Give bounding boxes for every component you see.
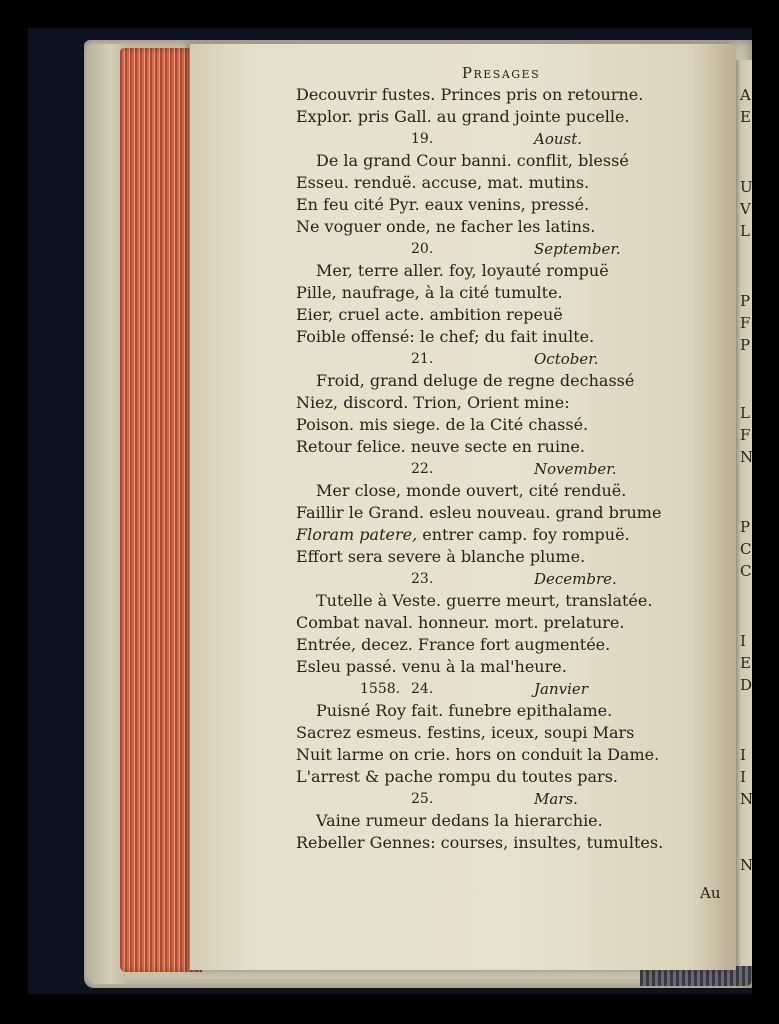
verse-line: Foible offensé: le chef; du fait inulte. (296, 327, 595, 346)
quatrain-number: 20. (411, 241, 434, 257)
facing-page-letter: E (740, 108, 751, 126)
verse-line: Retour felice. neuve secte en ruine. (296, 437, 585, 456)
facing-page-letter: I (740, 746, 746, 764)
verse-line: Sacrez esmeus. festins, iceux, soupi Mars (296, 723, 635, 742)
facing-page-letter: F (740, 314, 751, 332)
verse-line: Explor. pris Gall. au grand jointe pucelle. (296, 107, 630, 126)
verse-line: Eier, cruel acte. ambition repeuë (296, 305, 563, 324)
verse-line: Nuit larme on crie. hors on conduit la Dame. (296, 745, 660, 764)
verse-line: Mer close, monde ouvert, cité renduë. (316, 481, 627, 500)
year-label: 1558. (360, 681, 401, 697)
verse-line: Esseu. renduë. accuse, mat. mutins. (296, 173, 590, 192)
verse-line: Froid, grand deluge de regne dechassé (316, 371, 635, 390)
quatrain-heading (296, 238, 706, 260)
facing-page-letter: E (740, 654, 751, 672)
facing-page-letter: N (740, 448, 754, 466)
month-label: Decembre. (534, 570, 617, 588)
quatrain-heading (296, 788, 706, 810)
month-label: September. (534, 240, 621, 258)
facing-page-letter: N (740, 856, 754, 874)
facing-page-letter: C (740, 540, 752, 558)
verse-line: Vaine rumeur dedans la hierarchie. (316, 811, 603, 830)
facing-page-letter: I (740, 768, 746, 786)
quatrain-number: 23. (411, 571, 434, 587)
verse-line: Pille, naufrage, à la cité tumulte. (296, 283, 563, 302)
verse-line: Esleu passé. venu à la mal'heure. (296, 657, 567, 676)
facing-page-letter: C (740, 562, 752, 580)
quatrain-heading (296, 458, 706, 480)
verse-line: Puisné Roy fait. funebre epithalame. (316, 701, 613, 720)
facing-page-letter: U (740, 178, 753, 196)
month-label: October. (534, 350, 599, 368)
page-text (296, 62, 706, 854)
verse-line: Floram patere, entrer camp. foy rompuë. (296, 525, 630, 544)
quatrain-number: 22. (411, 461, 434, 477)
quatrain-number: 25. (411, 791, 434, 807)
quatrain-heading (296, 678, 706, 700)
verse-line: Entrée, decez. France fort augmentée. (296, 635, 611, 654)
verse-line: Tutelle à Veste. guerre meurt, translatée. (316, 591, 653, 610)
verse-line: L'arrest & pache rompu du toutes pars. (296, 767, 618, 786)
month-label: Mars. (534, 790, 578, 808)
verse-line: Rebeller Gennes: courses, insultes, tumultes. (296, 833, 664, 852)
verse-line: Faillir le Grand. esleu nouveau. grand brume (296, 503, 662, 522)
quatrain-number: 19. (411, 131, 434, 147)
verse-line: Poison. mis siege. de la Cité chassé. (296, 415, 589, 434)
quatrain-number: 24. (411, 681, 434, 697)
facing-page-letter: L (740, 404, 750, 422)
facing-page-letter: N (740, 790, 754, 808)
quatrain-heading (296, 348, 706, 370)
quatrain-heading (296, 128, 706, 150)
running-head: Presages (461, 64, 541, 82)
facing-page-letter: I (740, 632, 746, 650)
verse-line: Combat naval. honneur. mort. prelature. (296, 613, 625, 632)
quatrain-heading (296, 568, 706, 590)
quatrain-number: 21. (411, 351, 434, 367)
facing-page-letter: D (740, 676, 753, 694)
month-label: Janvier (534, 680, 588, 698)
facing-page-letter: P (740, 336, 751, 354)
verse-line: Niez, discord. Trion, Orient mine: (296, 393, 570, 412)
verse-line: Ne voguer onde, ne facher les latins. (296, 217, 596, 236)
month-label: November. (534, 460, 617, 478)
month-label: Aoust. (534, 130, 583, 148)
verse-line: Effort sera severe à blanche plume. (296, 547, 586, 566)
facing-page-letter: L (740, 222, 750, 240)
facing-page-letter: P (740, 518, 751, 536)
verse-line: Mer, terre aller. foy, loyauté rompuë (316, 261, 609, 280)
italic-phrase: Floram patere, (296, 525, 418, 544)
facing-page-letter: V (740, 200, 751, 218)
facing-page-letter: A (740, 86, 751, 104)
verse-line: En feu cité Pyr. eaux venins, pressé. (296, 195, 590, 214)
verse-line: De la grand Cour banni. conflit, blessé (316, 151, 629, 170)
verse-line: Decouvrir fustes. Princes pris on retourne. (296, 85, 644, 104)
facing-page-letter: F (740, 426, 751, 444)
facing-page-letter: P (740, 292, 751, 310)
catchword: Au (700, 884, 721, 902)
